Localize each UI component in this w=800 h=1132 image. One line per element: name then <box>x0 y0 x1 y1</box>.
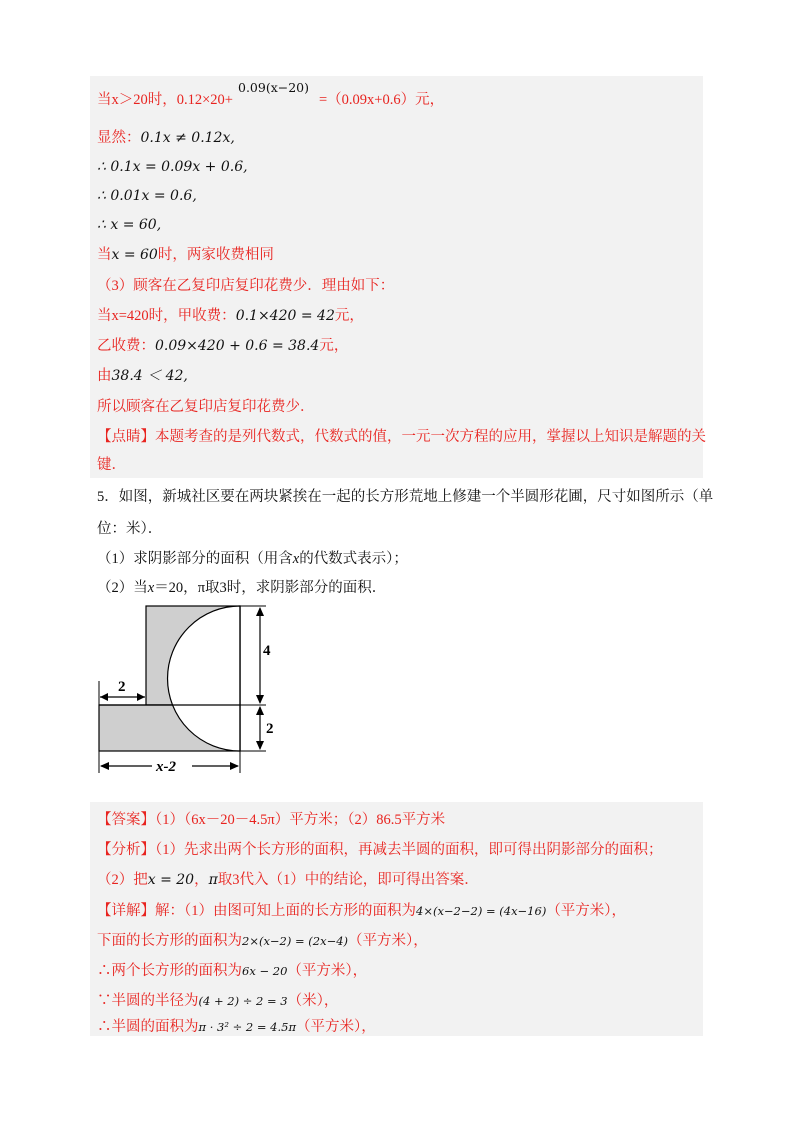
label-4: 4 <box>263 643 271 659</box>
solution-line-9 <box>97 336 348 356</box>
arrow-head <box>256 706 264 715</box>
analysis-tag: 【分析】 <box>97 842 155 858</box>
label-2-top: 2 <box>118 679 126 695</box>
detail-line-1 <box>97 901 626 921</box>
solution-line-4 <box>97 186 197 206</box>
text: ∵半圆的半径为 <box>97 993 199 1009</box>
math: 2×(x−2) = (2x−4) <box>242 934 349 948</box>
text: 由 <box>97 368 112 384</box>
text: =（0.09x+0.6）元， <box>318 92 445 108</box>
math: ∴ 0.1x = 0.09x + 0.6, <box>97 159 248 175</box>
math: ∴ x = 60, <box>97 217 162 233</box>
pi: π <box>197 580 206 596</box>
text: 取3代入（1）中的结论，即可得出答案． <box>217 872 479 888</box>
math: (4 + 2) ÷ 2 = 3 <box>198 994 288 1008</box>
solution-line-2 <box>97 128 235 148</box>
text: 解：（1）由图可知上面的长方形的面积为 <box>155 903 416 919</box>
text: 下面的长方形的面积为 <box>97 933 242 949</box>
text: （2）把 <box>97 872 148 888</box>
detail-line-3 <box>97 961 367 981</box>
detail-line-2 <box>97 931 428 951</box>
detail-line-4 <box>97 991 338 1011</box>
answer-line <box>97 810 445 830</box>
text: （1）（6x－20－4.5π）平方米；（2）86.5平方米 <box>155 812 446 828</box>
arrow-head <box>230 762 239 770</box>
problem-line-3 <box>97 549 408 569</box>
solution-line-13: 键． <box>97 457 126 473</box>
solution-line-3 <box>97 157 248 177</box>
text: （1）求阴影部分的面积（用含 <box>97 551 293 567</box>
label-2-right: 2 <box>266 721 274 737</box>
fraction-numerator: 0.09(x−20) <box>238 80 310 95</box>
text: （平方米）， <box>348 933 428 949</box>
text: 取3时，求阴影部分的面积． <box>205 580 387 596</box>
problem-line-2: 位：米）． <box>97 521 163 537</box>
math: x = 20 <box>147 872 195 888</box>
math: 0.1x ≠ 0.12x, <box>140 130 235 146</box>
math: 38.4 ＜ 42, <box>111 368 188 384</box>
detail-line-5 <box>97 1017 376 1037</box>
analysis-line <box>97 840 663 860</box>
pi: π <box>208 872 218 888</box>
text: 当x＞20时，0.12×20+ <box>97 92 233 108</box>
garden-figure <box>96 603 286 778</box>
math: x = 60 <box>111 247 158 263</box>
text: （2）当 <box>97 580 148 596</box>
solution-line-12 <box>97 427 706 447</box>
text: 当 <box>97 247 112 263</box>
arrow-head <box>137 693 145 701</box>
problem-line-4 <box>97 578 386 598</box>
solution-line-10 <box>97 366 188 386</box>
text: （平方米）， <box>296 1019 376 1035</box>
dianjing-tag: 【点睛】 <box>97 429 155 445</box>
analysis-line-2 <box>97 870 479 890</box>
solution-line-5 <box>97 215 161 235</box>
math: 0.09×420 + 0.6 = 38.4 <box>155 338 320 354</box>
problem-line-1: 5．如图，新城社区要在两块紧挨在一起的长方形荒地上修建一个半圆形花圃，尺寸如图所示（单 <box>97 489 714 505</box>
text: 乙收费： <box>97 338 155 354</box>
text: 时，两家收费相同 <box>157 247 274 263</box>
solution-line-7: （3）顾客在乙复印店复印花费少．理由如下： <box>97 278 395 294</box>
text: ∴半圆的面积为 <box>97 1019 199 1035</box>
math: ∴ 0.01x = 0.6, <box>97 188 197 204</box>
text: 元， <box>334 308 364 324</box>
var-x: x <box>292 551 300 567</box>
text: 元， <box>319 338 349 354</box>
text: ＝20， <box>154 580 198 596</box>
arrow-head <box>256 607 264 616</box>
text: 本题考查的是列代数式，代数式的值，一元一次方程的应用，掌握以上知识是解题的关 <box>155 429 706 445</box>
text: （平方米）， <box>546 903 627 919</box>
text: （米）， <box>287 993 339 1009</box>
arrow-head <box>256 741 264 750</box>
text: ∴两个长方形的面积为 <box>97 963 242 979</box>
math: π · 3² ÷ 2 = 4.5π <box>198 1020 297 1034</box>
answer-tag: 【答案】 <box>97 812 155 828</box>
math: 0.1×420 = 42 <box>235 308 335 324</box>
math: 4×(x−2−2) = (4x−16) <box>416 904 547 918</box>
text: （1）先求出两个长方形的面积，再减去半圆的面积，即可得出阴影部分的面积； <box>155 842 663 858</box>
text: 当x=420时，甲收费： <box>97 308 236 324</box>
text: 显然： <box>97 130 141 146</box>
solution-line-6 <box>97 245 274 265</box>
text: 的代数式表示）； <box>299 551 408 567</box>
var-x: x <box>147 580 155 596</box>
solution-line-8 <box>97 306 364 326</box>
label-x-minus-2: x-2 <box>156 759 176 775</box>
solution-line-11: 所以顾客在乙复印店复印花费少． <box>97 399 315 415</box>
arrow-head <box>100 693 108 701</box>
arrow-head <box>100 762 109 770</box>
math: 6x − 20 <box>242 964 288 978</box>
arrow-head <box>256 695 264 704</box>
detail-tag: 【详解】 <box>97 903 155 919</box>
text: （平方米）， <box>287 963 368 979</box>
text: ， <box>194 872 209 888</box>
